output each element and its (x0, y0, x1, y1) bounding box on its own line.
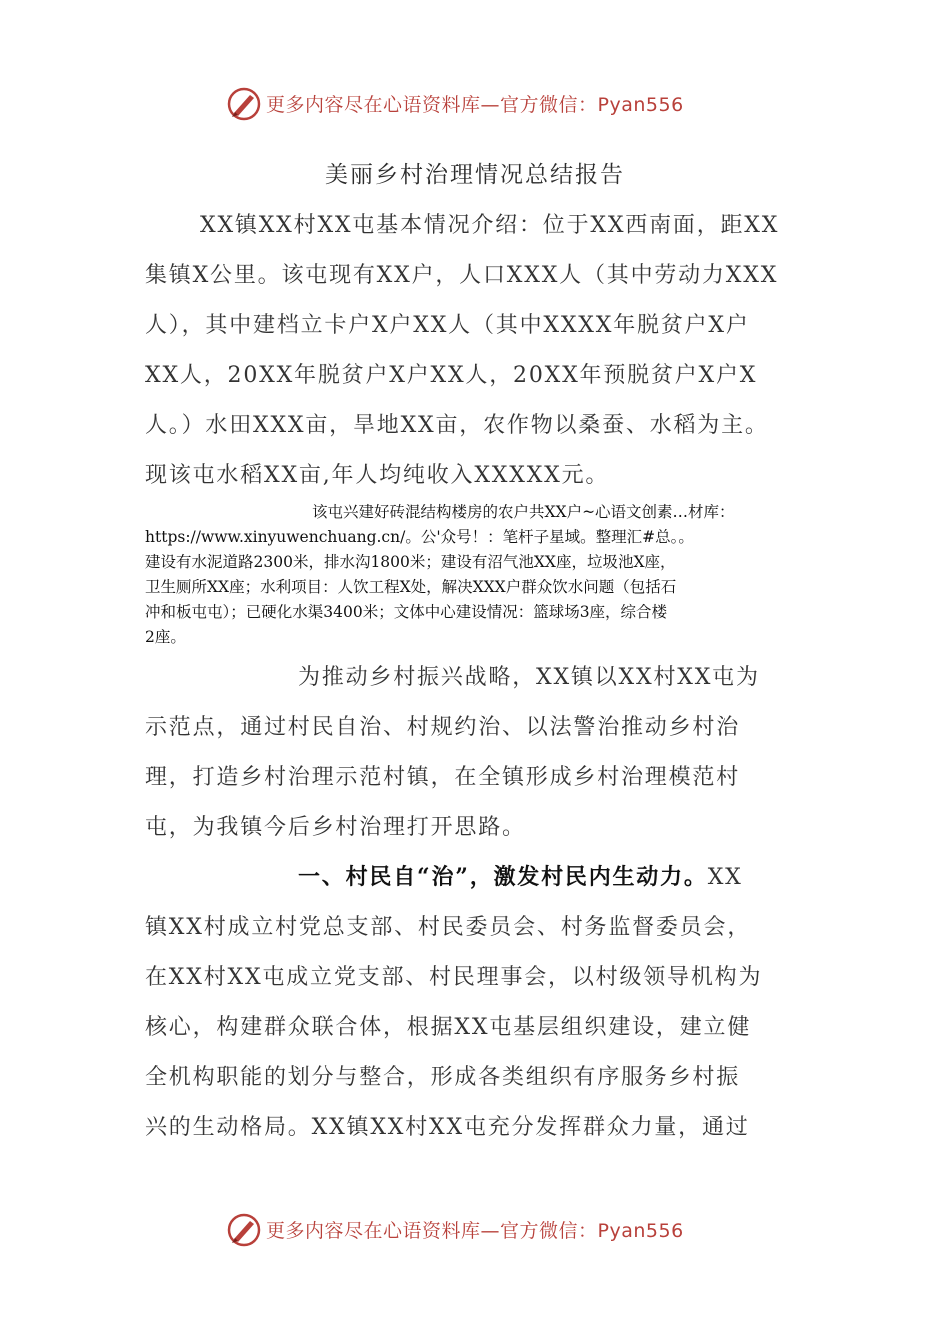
para4-line: 核心，构建群众联合体，根据XX屯基层组织建设，建立健 (145, 1015, 752, 1040)
pen-circle-logo-icon (226, 1212, 262, 1248)
para1-line: 集镇X公里。该屯现有XX户，人口XXX人（其中劳动力XXX (145, 263, 779, 288)
document-title: 美丽乡村治理情况总结报告 (325, 162, 625, 188)
para4-first-line: 一、村民自“治”，激发村民内生动力。XX (298, 864, 743, 890)
header-banner (0, 84, 950, 124)
banner-text: 更多内容尽在心语资料库—官方微信：Pyan556 (266, 94, 684, 116)
para2-line: https://www.xinyuwenchuang.cn/。公'众号！：笔杆子星域。整理汇#总。。 (145, 528, 694, 546)
para2-line: 2座。 (145, 628, 186, 646)
para4-line: 兴的生动格局。XX镇XX村XX屯充分发挥群众力量，通过 (145, 1115, 750, 1140)
para1-line: XX镇XX村XX屯基本情况介绍：位于XX西南面，距XX (200, 213, 780, 238)
banner-text: 更多内容尽在心语资料库—官方微信：Pyan556 (266, 1220, 684, 1242)
pen-circle-logo-icon (226, 86, 262, 122)
para2-line: 卫生厕所XX座；水利项目：人饮工程X处，解决XXX户群众饮水问题（包括石 (145, 578, 677, 596)
para2-line: 该屯兴建好砖混结构楼房的农户共XX户~心语文创素…材库： (312, 503, 735, 521)
para1-line: 现该屯水稻XX亩,年人均纯收入XXXXX元。 (145, 463, 610, 488)
para3-line: 为推动乡村振兴战略，XX镇以XX村XX屯为 (298, 665, 760, 690)
para4-line: 全机构职能的划分与整合，形成各类组织有序服务乡村振 (145, 1065, 741, 1090)
para3-line: 屯，为我镇今后乡村治理打开思路。 (145, 815, 526, 840)
footer-banner (0, 1210, 950, 1250)
para2-line: 冲和板屯屯）；已硬化水渠3400米；文体中心建设情况：篮球场3座，综合楼 (145, 603, 668, 621)
para4-line: 镇XX村成立村党总支部、村民委员会、村务监督委员会， (145, 915, 752, 940)
para4-line: 在XX村XX屯成立党支部、村民理事会，以村级领导机构为 (145, 965, 763, 990)
para3-line: 理，打造乡村治理示范村镇，在全镇形成乡村治理模范村 (145, 765, 741, 790)
para1-line: 人），其中建档立卡户X户XX人（其中XXXX年脱贫户X户 (145, 313, 750, 338)
para2-line: 建设有水泥道路2300米，排水沟1800米；建设有沼气池XX座，垃圾池X座， (145, 553, 676, 571)
para1-line: XX人，20XX年脱贫户X户XX人，20XX年预脱贫户X户X (145, 363, 758, 388)
section-heading: 一、村民自“治”，激发村民内生动力。 (298, 864, 708, 890)
para3-line: 示范点，通过村民自治、村规约治、以法警治推动乡村治 (145, 715, 741, 740)
para1-line: 人。）水田XXX亩，旱地XX亩，农作物以桑蚕、水稻为主。 (145, 413, 769, 438)
